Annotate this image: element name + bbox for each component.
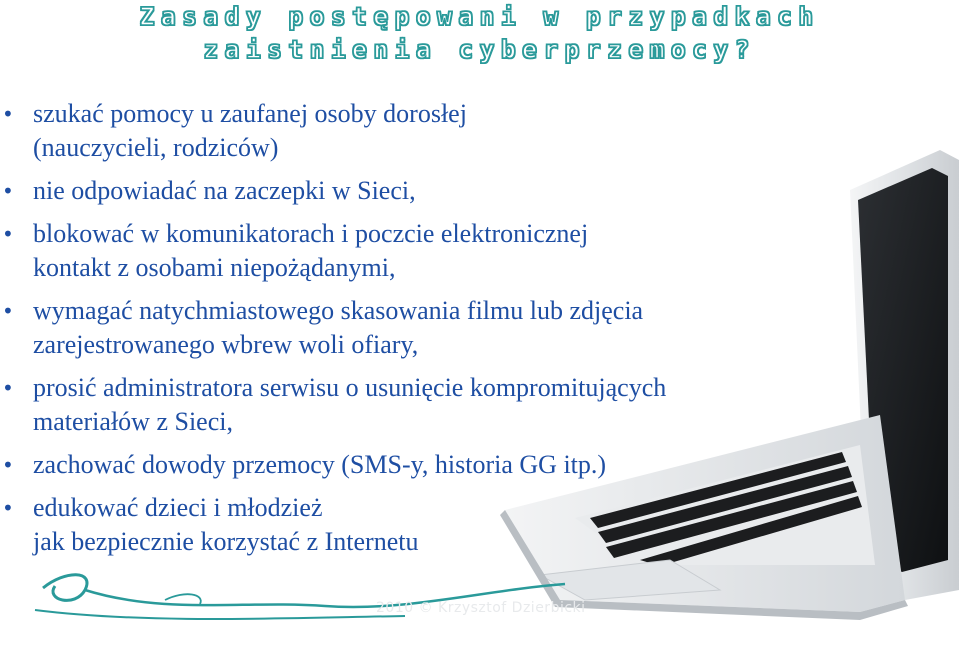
list-item (0, 491, 850, 559)
copyright-text: 2010 © Krzysztof Dzierbicki (376, 600, 586, 616)
list-item-text-continued: kontakt z osobami niepożądanymi, (33, 253, 396, 282)
bullet-dot: • (2, 299, 14, 323)
list-item-text-continued: (nauczycieli, rodziców) (33, 133, 279, 162)
swirl-decoration (25, 560, 585, 630)
list-item-text: zachować dowody przemocy (SMS-y, historia GG itp.) (33, 450, 607, 479)
list-item (0, 371, 850, 439)
list-item-text: wymagać natychmiastowego skasowania filmu lub zdjęcia (33, 296, 644, 325)
list-item-text: prosić administratora serwisu o usunięcie kompromitujących (33, 373, 667, 402)
list-item (0, 174, 850, 208)
bullet-dot: • (2, 376, 14, 400)
list-item (0, 217, 850, 285)
bullet-dot: • (2, 496, 14, 520)
list-item-text-continued: zarejestrowanego wbrew woli ofiary, (33, 330, 419, 359)
bullet-dot: • (2, 453, 14, 477)
bullet-list (0, 97, 850, 568)
page-title-line-1: Zasady postępowani w przypadkach (139, 2, 820, 31)
list-item-text-continued: jak bezpiecznie korzystać z Internetu (33, 527, 419, 556)
page-title-line-2: zaistnienia cyberprzemocy? (203, 35, 756, 64)
bullet-dot: • (2, 222, 14, 246)
bullet-dot: • (2, 102, 14, 126)
list-item-text-continued: materiałów z Sieci, (33, 407, 233, 436)
bullet-dot: • (2, 179, 14, 203)
list-item-text: nie odpowiadać na zaczepki w Sieci, (33, 176, 416, 205)
list-item-text: szukać pomocy u zaufanej osoby dorosłej (33, 99, 467, 128)
list-item-text: blokować w komunikatorach i poczcie elektronicznej (33, 219, 589, 248)
list-item-text: edukować dzieci i młodzież (33, 493, 323, 522)
list-item (0, 97, 850, 165)
list-item (0, 294, 850, 362)
list-item (0, 448, 850, 482)
